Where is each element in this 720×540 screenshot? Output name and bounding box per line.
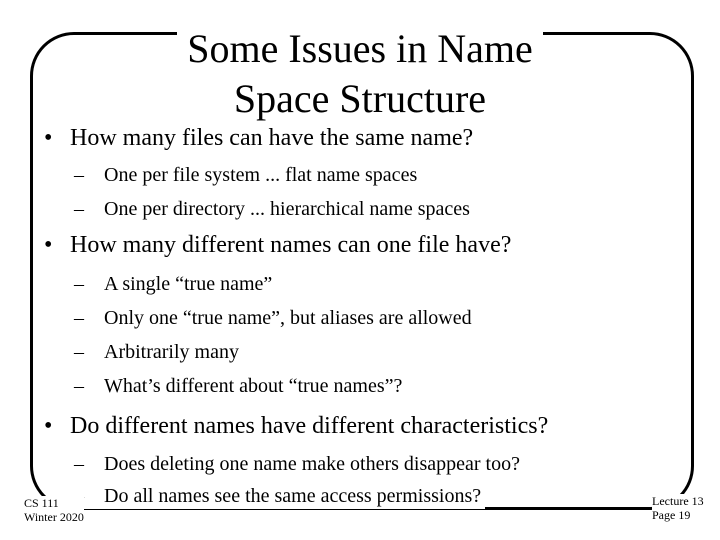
title-line-2: Space Structure [224,74,496,124]
bullet-2-text: How many different names can one file have? [70,232,512,258]
bullet-3 [44,411,548,441]
bullet-marker: • [44,232,53,258]
bullet-2-sub-3 [74,339,239,365]
footer-lecture-info [652,494,704,522]
footer-lecture: Lecture 13 [652,494,704,508]
sub-text: Does deleting one name make others disappear too? [104,453,520,475]
bullet-1-sub-1 [74,162,417,188]
title-line-1: Some Issues in Name [177,24,543,74]
bullet-3-text: Do different names have different characteristics? [70,413,549,439]
footer-term: Winter 2020 [24,510,84,524]
sub-text: Arbitrarily many [104,341,239,363]
footer-page: Page 19 [652,508,691,522]
bullet-marker: • [44,413,53,439]
dash-marker: – [74,273,84,295]
sub-text: Do all names see the same access permissions? [104,485,482,507]
bullet-3-sub-2 [74,483,485,509]
sub-text: Only one “true name”, but aliases are allowed [104,307,472,329]
dash-marker: – [74,375,84,397]
bullet-1-sub-2 [74,196,470,222]
dash-marker: – [74,307,84,329]
bullet-marker: • [44,125,53,151]
sub-text: One per file system ... flat name spaces [104,164,418,186]
bullet-2 [44,230,511,260]
footer-course: CS 111 [24,496,59,510]
bullet-2-sub-1 [74,271,272,297]
dash-marker: – [74,164,84,186]
bullet-1 [44,123,473,153]
dash-marker: – [74,341,84,363]
slide-title [0,24,720,124]
sub-text: What’s different about “true names”? [104,375,403,397]
sub-text: One per directory ... hierarchical name spaces [104,198,470,220]
bullet-3-sub-1 [74,451,524,477]
sub-text: A single “true name” [104,273,273,295]
bullet-2-sub-4 [74,373,402,399]
footer-course-info [24,496,84,524]
dash-marker: – [74,453,84,475]
bullet-1-text: How many files can have the same name? [70,125,474,151]
bullet-2-sub-2 [74,305,472,331]
dash-marker: – [74,198,84,220]
